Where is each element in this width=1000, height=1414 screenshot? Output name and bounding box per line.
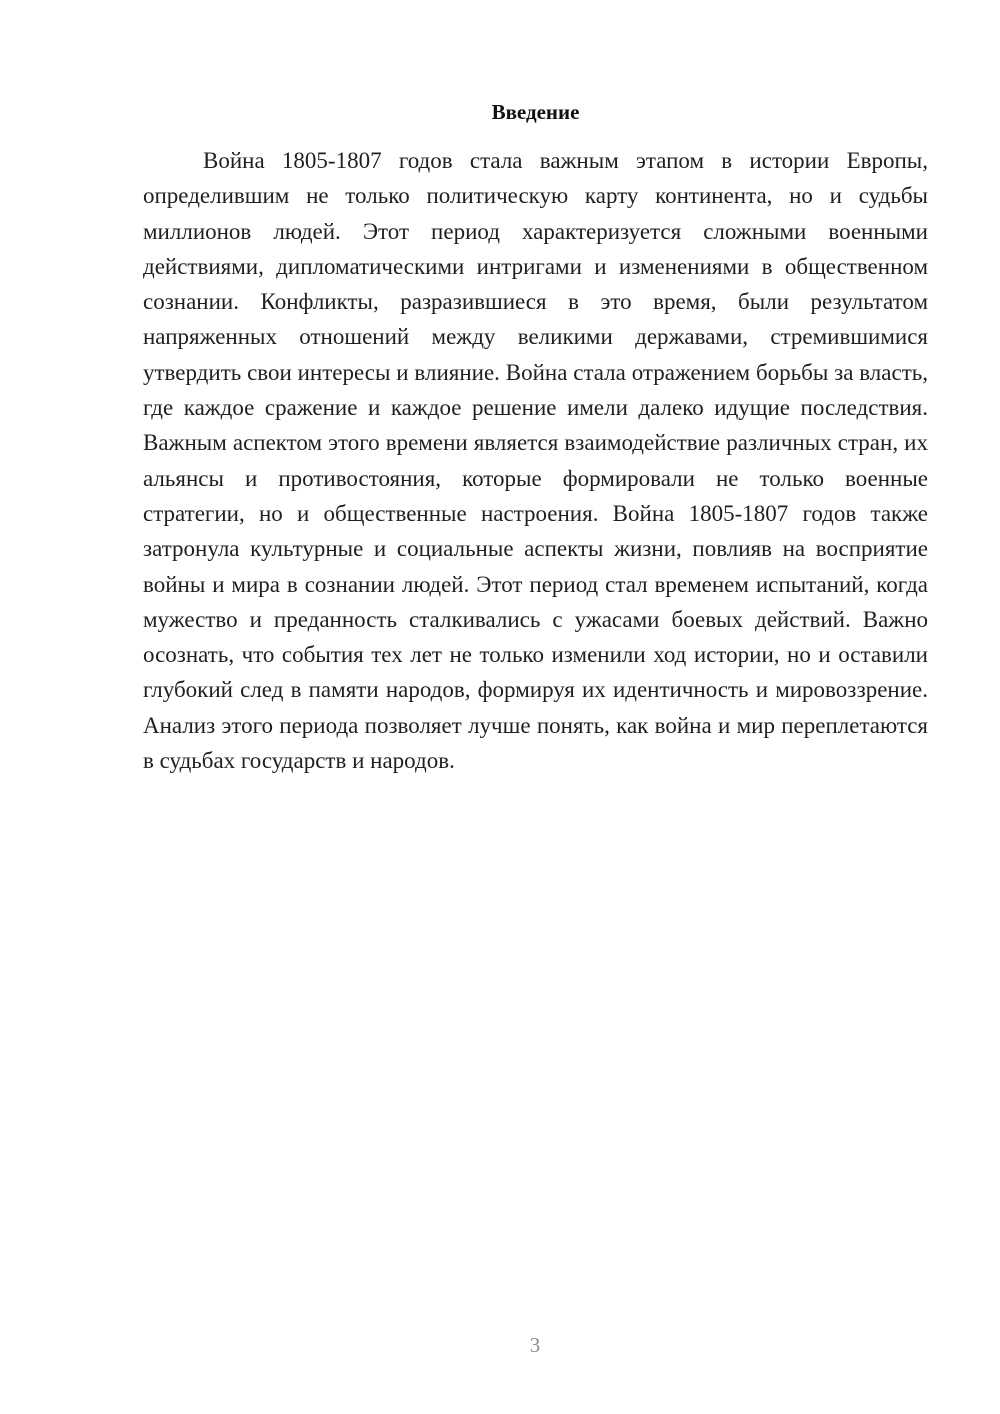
section-heading: Введение (491, 100, 580, 124)
body-paragraph: Война 1805-1807 годов стала важным этапом в истории Европы, определившим не только политическую карту континента, но и судьбы миллионов людей. Этот период характеризуется сложными военными действиями, дипломатическими интригами и изменениями в общественном сознании. Конфликты, разразившиеся в это время, были результатом напряженных отношений между великими державами, стремившимися утвердить свои интересы и влияние. Война стала отражением борьбы за власть, где каждое сражение и каждое решение имели далеко идущие последствия. Важным аспектом этого времени является взаимодействие различных стран, их альянсы и противостояния, которые формировали не только военные стратегии, но и общественные настроения. Война 1805-1807 годов также затронула культурные и социальные аспекты жизни, повлияв на восприятие войны и мира в сознании людей. Этот период стал временем испытаний, когда мужество и преданность сталкивались с ужасами боевых действий. Важно осознать, что события тех лет не только изменили ход истории, но и оставили глубокий след в памяти народов, формируя их идентичность и мировоззрение. Анализ этого периода позволяет лучше понять, как война и мир переплетаются в судьбах государств и народов. (143, 148, 928, 774)
page-number: 3 (529, 1333, 541, 1357)
